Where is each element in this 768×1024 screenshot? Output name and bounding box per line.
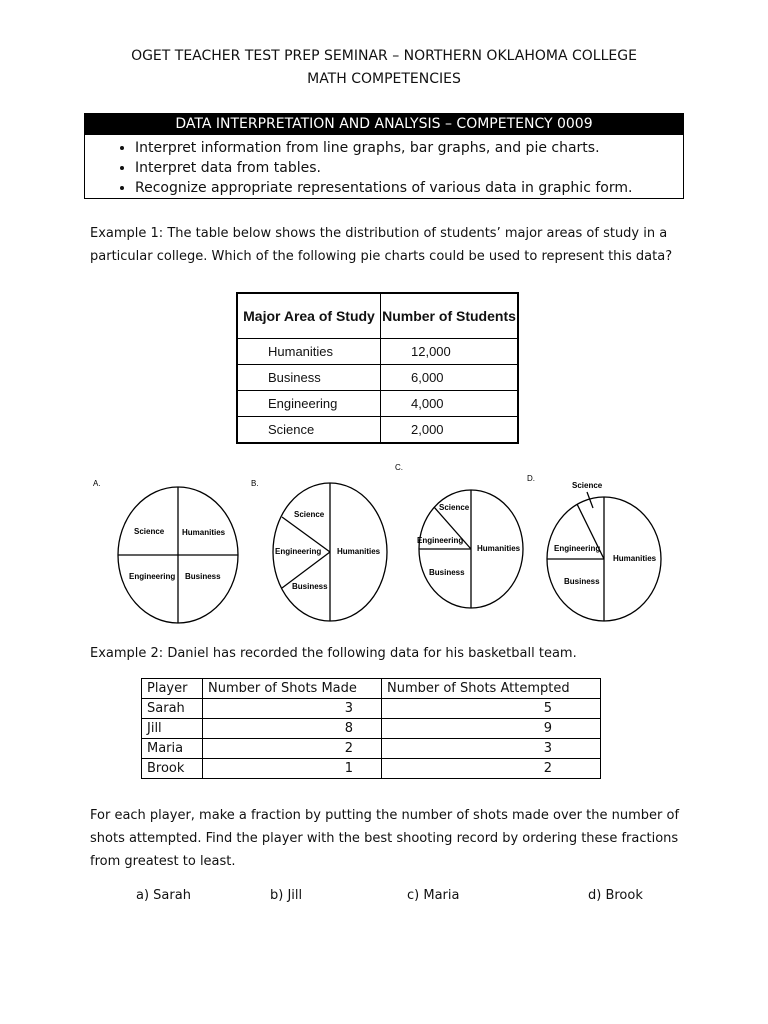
choice-a: a) Sarah	[136, 888, 191, 903]
competency-bullet: • Recognize appropriate representations of various data in graphic form.	[135, 178, 683, 198]
table-row	[142, 719, 601, 739]
choice-d: d) Brook	[588, 888, 643, 903]
table-row	[142, 739, 601, 759]
header-subtitle: MATH COMPETENCIES	[307, 71, 461, 87]
column-header: Player	[142, 679, 203, 699]
table-row	[142, 699, 601, 719]
table-row	[237, 365, 518, 391]
pie-a-label: A.	[93, 479, 101, 488]
pie-a-science: Science	[134, 527, 165, 536]
table-cell: Humanities	[237, 339, 381, 365]
competency-list	[85, 138, 683, 198]
example1-text: Example 1: The table below shows the distribution of students’ major areas of study in a particular college. Which of the following pie charts could be used to represent this data?	[90, 226, 673, 264]
table-row	[237, 339, 518, 365]
table-cell: 4,000	[381, 391, 519, 417]
pie-b-humanities: Humanities	[337, 547, 381, 556]
pie-b-business: Business	[292, 582, 328, 591]
table-cell: 3	[203, 699, 382, 719]
table-row	[237, 417, 518, 444]
column-header: Number of Students	[381, 293, 519, 339]
table-cell: 9	[382, 719, 601, 739]
pie-c-business: Business	[429, 568, 465, 577]
pie-d-label: D.	[527, 474, 535, 483]
column-header: Major Area of Study	[237, 293, 381, 339]
pie-chart-options	[80, 455, 680, 630]
example2-text: Example 2: Daniel has recorded the following data for his basketball team.	[90, 646, 577, 661]
table-cell: 2,000	[381, 417, 519, 444]
choice-b: b) Jill	[270, 888, 303, 903]
table-header-row	[237, 293, 518, 339]
table-row	[142, 759, 601, 779]
pie-c-humanities: Humanities	[477, 544, 521, 553]
major-study-table	[236, 292, 519, 444]
pie-b-engineering: Engineering	[275, 547, 322, 556]
table-row	[237, 391, 518, 417]
table-cell: 2	[382, 759, 601, 779]
table-cell: Maria	[142, 739, 203, 759]
competency-bullet: • Interpret data from tables.	[135, 158, 683, 178]
table-cell: 5	[382, 699, 601, 719]
pie-c-science: Science	[439, 503, 470, 512]
table-cell: 8	[203, 719, 382, 739]
choice-c: c) Maria	[407, 888, 460, 903]
table-cell: Engineering	[237, 391, 381, 417]
pie-c-label: C.	[395, 463, 403, 472]
competency-bullet: • Interpret information from line graphs, bar graphs, and pie charts.	[135, 138, 683, 158]
pie-d-business: Business	[564, 577, 600, 586]
pie-b-label: B.	[251, 479, 259, 488]
competency-title: DATA INTERPRETATION AND ANALYSIS – COMPETENCY 0009	[85, 114, 683, 135]
table-cell: Sarah	[142, 699, 203, 719]
table-cell: 6,000	[381, 365, 519, 391]
table-cell: Science	[237, 417, 381, 444]
table-cell: Brook	[142, 759, 203, 779]
table-cell: 1	[203, 759, 382, 779]
example2-instructions: For each player, make a fraction by putting the number of shots made over the number of shots attempted. Find the player with the best shooting record by ordering these fractions from greatest to least.	[90, 808, 680, 869]
pie-d-humanities: Humanities	[613, 554, 657, 563]
table-cell: 12,000	[381, 339, 519, 365]
shots-table	[141, 678, 601, 779]
pie-c-engineering: Engineering	[417, 536, 464, 545]
pie-a-humanities: Humanities	[182, 528, 226, 537]
pie-d-engineering: Engineering	[554, 544, 601, 553]
pie-a-engineering: Engineering	[129, 572, 176, 581]
table-header-row	[142, 679, 601, 699]
pie-a-business: Business	[185, 572, 221, 581]
pie-d-science: Science	[572, 481, 603, 490]
table-cell: Jill	[142, 719, 203, 739]
table-cell: 3	[382, 739, 601, 759]
table-cell: 2	[203, 739, 382, 759]
competency-box	[84, 113, 684, 199]
column-header: Number of Shots Attempted	[382, 679, 601, 699]
header-title: OGET TEACHER TEST PREP SEMINAR – NORTHERN OKLAHOMA COLLEGE	[131, 48, 637, 64]
column-header: Number of Shots Made	[203, 679, 382, 699]
table-cell: Business	[237, 365, 381, 391]
pie-b-science: Science	[294, 510, 325, 519]
